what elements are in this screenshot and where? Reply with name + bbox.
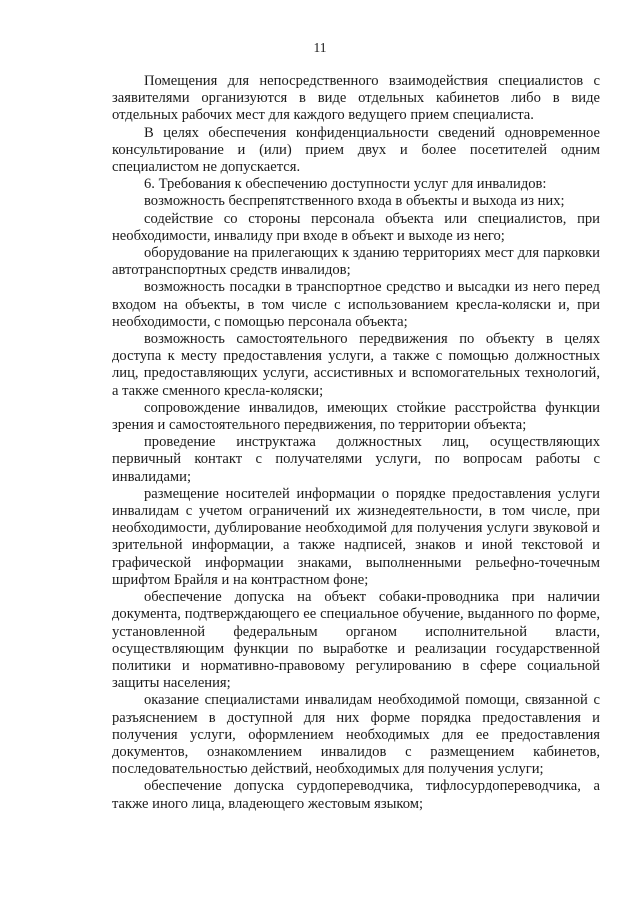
list-item-boarding: возможность посадки в транспортное средство и высадки из него перед входом на объекты, в том числе с использованием кресла-коляски и, при необходимости, с помощью персонала объекта; <box>112 279 600 330</box>
list-item-assistance: оказание специалистами инвалидам необходимой помощи, связанной с разъяснением в доступной для них форме порядка предоставления и получения услуги, оформлением необходимых для ее предоставления документов, ознакомлением инвалидов с размещением кабинетов, последовательностью действий, необходимых для получения услуги; <box>112 692 600 778</box>
paragraph-confidentiality: В целях обеспечения конфиденциальности сведений одновременное консультирование и (или) прием двух и более посетителей одним специалистом не допускается. <box>112 124 600 176</box>
page-number: 11 <box>313 40 327 55</box>
list-item-information: размещение носителей информации о порядке предоставления услуги инвалидам с учетом ограничений их жизнедеятельности, в том числе, при необходимости, дублирование необходимой для получения услуги звуковой и зрительной информации, а также надписей, знаков и иной текстовой и графической информации знаками, выполненными рельефно-точечным шрифтом Брайля и на контрастном фоне; <box>112 485 600 588</box>
paragraph-premises: Помещения для непосредственного взаимодействия специалистов с заявителями организуются в виде отдельных кабинетов либо в виде отдельных рабочих мест для каждого ведущего прием специалиста. <box>112 73 600 124</box>
list-item-briefing: проведение инструктажа должностных лиц, осуществляющих первичный контакт с получателями услуги, по вопросам работы с инвалидами; <box>112 434 600 485</box>
paragraph-accessibility-heading: 6. Требования к обеспечению доступности услуг для инвалидов: <box>144 176 547 193</box>
list-item-guide-dog: обеспечение допуска на объект собаки-проводника при наличии документа, подтверждающего ее специальное обучение, выданного по форме, установленной федеральным органом исполнительной власти, осуществляющим функции по выработке и реализации государственной политики и нормативно-правовому регулированию в сфере социальной защиты населения; <box>112 589 600 692</box>
list-item-parking: оборудование на прилегающих к зданию территориях мест для парковки автотранспортных средств инвалидов; <box>112 245 600 279</box>
list-item-movement: возможность самостоятельного передвижения по объекту в целях доступа к месту предоставления услуги, а также с помощью должностных лиц, предоставляющих услуги, ассистивных и вспомогательных технологий, а также сменного кресла-коляски; <box>112 331 600 399</box>
list-item-escort: сопровождение инвалидов, имеющих стойкие расстройства функции зрения и самостоятельного передвижения, по территории объекта; <box>112 399 600 434</box>
list-item-entrance: возможность беспрепятственного входа в объекты и выхода из них; <box>144 193 565 210</box>
list-item-interpreter: обеспечение допуска сурдопереводчика, тифлосурдопереводчика, а также иного лица, владеющего жестовым языком; <box>112 778 600 812</box>
list-item-staff-assistance: содействие со стороны персонала объекта или специалистов, при необходимости, инвалиду при входе в объект и выходе из него; <box>112 210 600 244</box>
document-body <box>112 73 600 813</box>
